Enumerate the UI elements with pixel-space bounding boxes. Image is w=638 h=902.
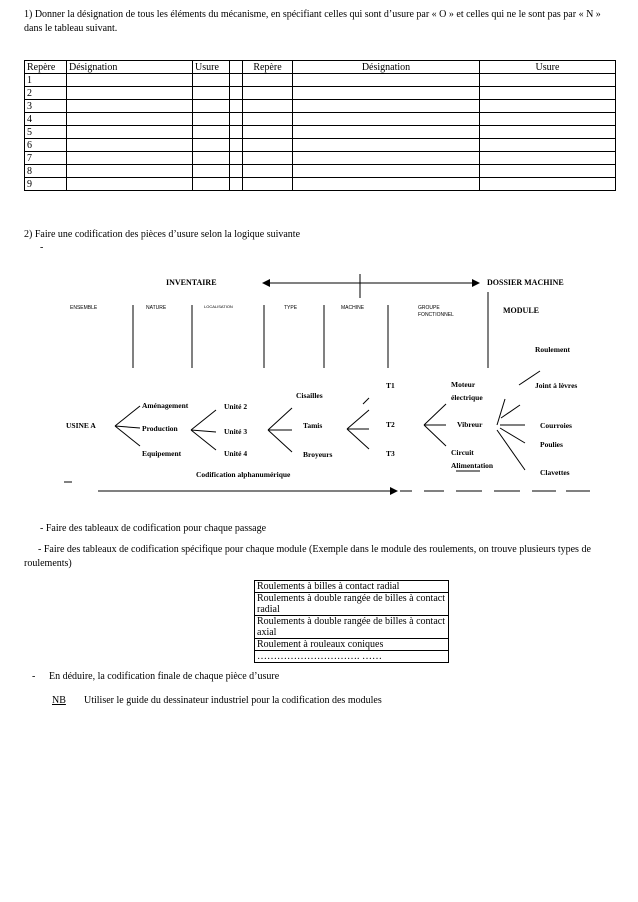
repere-cell: 2 (25, 87, 67, 100)
label-inventaire: INVENTAIRE (166, 278, 217, 287)
col-machine: MACHINE (341, 305, 365, 311)
node-t3: T3 (386, 449, 395, 458)
nb-text: Utiliser le guide du dessinateur industriel pour la codification des modules (84, 695, 382, 706)
codification-arrow-head (390, 487, 398, 495)
label-dossier-machine: DOSSIER MACHINE (487, 278, 564, 287)
roulement-type: Roulements à double rangée de billes à contact axial (255, 616, 449, 639)
node-roulement: Roulement (535, 345, 570, 354)
question-2-text: 2) Faire une codification des pièces d’usure selon la logique suivante (24, 229, 301, 240)
instruction-2: - Faire des tableaux de codification spécifique pour chaque module (Exemple dans le module des roulements, on trouve plusieurs types de roulements) (24, 544, 591, 569)
node-t1: T1 (386, 381, 395, 390)
node-vibreur: Vibreur (457, 420, 483, 429)
node-unite-3: Unité 3 (224, 427, 248, 436)
node-amenagement: Aménagement (142, 401, 189, 410)
nb-label: NB (52, 695, 66, 706)
node-usine: USINE A (66, 421, 96, 430)
node-courroies: Courroies (540, 421, 572, 430)
question-1-text: 1) Donner la désignation de tous les éléments du mécanisme, en spécifiant celles qui sont d’usure par « O » et celles qui ne le sont pas par « N » dans le tableau suivant. (24, 9, 601, 34)
roulement-type: Roulements à billes à contact radial (255, 581, 449, 593)
col-localisation: LOCALISATION (204, 304, 233, 309)
repere-cell: 5 (25, 126, 67, 139)
node-cisailles: Cisailles (296, 391, 323, 400)
node-joint: Joint à lèvres (535, 381, 578, 390)
node-unite-2: Unité 2 (224, 402, 248, 411)
deduire-text: En déduire, la codification finale de chaque pièce d’usure (49, 671, 280, 682)
question-2-dash: - (40, 242, 44, 253)
repere-cell: 8 (25, 165, 67, 178)
node-equipement: Equipement (142, 449, 182, 458)
repere-cell: 1 (25, 74, 67, 87)
roulement-type: Roulements à double rangée de billes à contact radial (255, 593, 449, 616)
roulement-row (255, 593, 449, 616)
deduire-dash: - (32, 671, 36, 682)
roulement-row (255, 639, 449, 651)
roulement-row (255, 616, 449, 639)
col-groupe-2: FONCTIONNEL (418, 312, 454, 318)
instruction-1: - Faire des tableaux de codification pour chaque passage (40, 523, 267, 534)
node-clavettes: Clavettes (540, 468, 570, 477)
header-arrow-left (262, 279, 270, 287)
repere-cell: 6 (25, 139, 67, 152)
header-usure-2: Usure (480, 61, 616, 74)
roulement-type: Roulement à rouleaux coniques (255, 639, 449, 651)
node-production: Production (142, 424, 178, 433)
repere-cell: 4 (25, 113, 67, 126)
header-repere-2: Repère (243, 61, 293, 74)
roulement-row (255, 651, 449, 663)
node-broyeurs: Broyeurs (303, 450, 333, 459)
roulement-row (255, 581, 449, 593)
node-tamis: Tamis (303, 421, 323, 430)
node-poulies: Poulies (540, 440, 563, 449)
repere-cell: 3 (25, 100, 67, 113)
col-nature: NATURE (146, 305, 167, 311)
header-designation-1: Désignation (67, 61, 193, 74)
col-ensemble: ENSEMBLE (70, 305, 98, 311)
col-module: MODULE (503, 306, 539, 315)
node-t2: T2 (386, 420, 395, 429)
header-repere-1: Repère (25, 61, 67, 74)
header-usure-1: Usure (193, 61, 230, 74)
node-circuit-1: Circuit (451, 448, 474, 457)
node-moteur-2: électrique (451, 393, 483, 402)
col-type: TYPE (284, 305, 298, 311)
roulements-table (254, 580, 449, 663)
header-arrow-right (472, 279, 480, 287)
header-designation-2: Désignation (293, 61, 480, 74)
node-circuit-2: Alimentation (451, 461, 494, 470)
node-unite-4: Unité 4 (224, 449, 248, 458)
repere-cell: 7 (25, 152, 67, 165)
roulement-type: …………………………. …… (255, 651, 449, 663)
col-groupe-1: GROUPE (418, 305, 440, 311)
repere-cell: 9 (25, 178, 67, 191)
node-moteur-1: Moteur (451, 380, 476, 389)
label-codification: Codification alphanumérique (196, 470, 291, 479)
